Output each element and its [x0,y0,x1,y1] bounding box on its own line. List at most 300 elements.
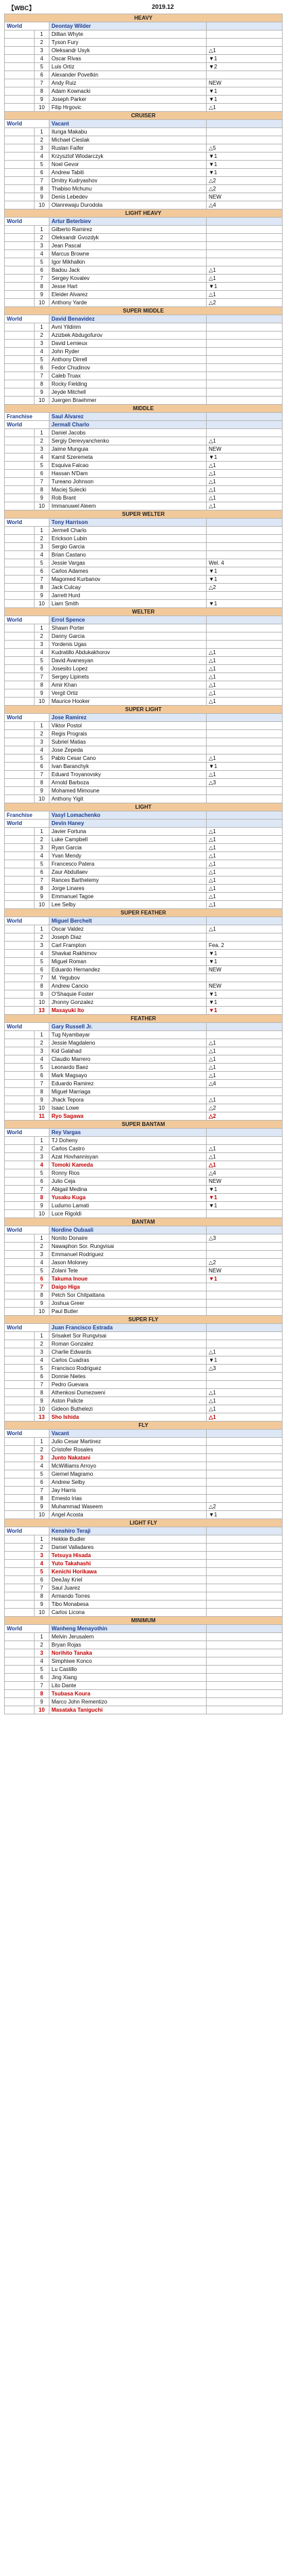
boxer-name: Rances Barthelemy [49,877,207,885]
row-spacer [5,478,35,486]
rank-movement [207,1609,283,1617]
ranking-row [5,1031,283,1039]
row-spacer [5,1462,35,1470]
rank-movement: △1 [207,771,283,779]
rank-number: 5 [35,63,49,71]
rank-number: 5 [35,1365,49,1373]
boxer-name: Anthony Yarde [49,299,207,307]
row-spacer [5,283,35,291]
ranking-row [5,763,283,771]
rank-movement: △1 [207,1389,283,1397]
ranking-row [5,1055,283,1064]
rank-number: 5 [35,462,49,470]
boxer-name: Pedro Guevara [49,1381,207,1389]
row-spacer [5,990,35,999]
rank-number: 8 [35,982,49,990]
row-spacer [5,250,35,258]
champion-note [207,616,283,624]
rank-movement: △4 [207,201,283,209]
division-header [5,1015,283,1023]
ranking-row [5,429,283,437]
champion-name: Rey Vargas [49,1129,207,1137]
rank-movement: △1 [207,275,283,283]
rank-number: 10 [35,201,49,209]
rank-number: 4 [35,1055,49,1064]
ranking-row [5,55,283,63]
row-spacer [5,836,35,844]
rank-movement [207,1666,283,1674]
ranking-row [5,836,283,844]
boxer-name: Jason Moloney [49,1259,207,1267]
division-header [5,1121,283,1129]
rank-number: 2 [35,1641,49,1649]
ranking-row [5,1373,283,1381]
champion-name: Deontay Wilder [49,22,207,31]
ranking-row [5,942,283,950]
boxer-name: Tureano Johnson [49,478,207,486]
ranking-row [5,559,283,567]
rank-movement [207,340,283,348]
rank-movement [207,1283,283,1291]
row-spacer [5,71,35,79]
boxer-name: Gilberto Ramirez [49,226,207,234]
rank-number: 6 [35,266,49,275]
row-spacer [5,445,35,454]
rank-number: 1 [35,828,49,836]
row-spacer [5,567,35,576]
rank-movement: △1 [207,266,283,275]
boxer-name: Tetsuya Hisada [49,1552,207,1560]
rank-number: 10 [35,901,49,909]
rank-movement: △3 [207,779,283,787]
ranking-row [5,1096,283,1104]
champion-title: World [5,820,49,828]
rank-number: 7 [35,177,49,185]
ranking-row [5,657,283,665]
rank-number: 3 [35,47,49,55]
boxer-name: Rob Brant [49,494,207,502]
rank-number: 7 [35,79,49,87]
rank-number: 8 [35,1389,49,1397]
rank-movement [207,1535,283,1544]
ranking-row [5,79,283,87]
rank-number: 10 [35,299,49,307]
ranking-row [5,1438,283,1446]
rank-movement [207,1706,283,1714]
ranking-row [5,1381,283,1389]
ranking-row [5,543,283,551]
rank-movement: △2 [207,1259,283,1267]
champion-title: World [5,1324,49,1332]
champion-row [5,1430,283,1438]
ranking-row [5,1706,283,1714]
rank-number: 7 [35,1682,49,1690]
rank-number: 10 [35,104,49,112]
row-spacer [5,242,35,250]
boxer-name: Sergiy Derevyanchenko [49,437,207,445]
boxer-name: Andrew Tabiti [49,169,207,177]
boxer-name: Jeyde Mitchell [49,388,207,397]
ranking-row [5,1535,283,1544]
ranking-row [5,486,283,494]
rank-number: 6 [35,868,49,877]
row-spacer [5,1178,35,1186]
boxer-name: Ilunga Makabu [49,128,207,136]
rank-number: 2 [35,1243,49,1251]
row-spacer [5,79,35,87]
boxer-name: Emmanuel Tagoe [49,893,207,901]
ranking-row [5,275,283,283]
rank-number: 8 [35,1291,49,1300]
ranking-date: 2019.12 [152,3,174,10]
rank-number: 7 [35,1186,49,1194]
rank-number: 4 [35,454,49,462]
row-spacer [5,1657,35,1666]
ranking-row [5,1503,283,1511]
ranking-row [5,397,283,405]
boxer-name: Carlos Adames [49,567,207,576]
row-spacer [5,958,35,966]
row-spacer [5,1405,35,1413]
row-spacer [5,63,35,71]
boxer-name: Carlos Castro [49,1145,207,1153]
rank-movement [207,31,283,39]
row-spacer [5,340,35,348]
champion-title: World [5,421,49,429]
rank-number: 5 [35,161,49,169]
ranking-row [5,1178,283,1186]
boxer-name: Yordenis Ugas [49,641,207,649]
rank-movement: △1 [207,828,283,836]
rank-number: 5 [35,258,49,266]
row-spacer [5,1495,35,1503]
rank-number: 4 [35,153,49,161]
rank-number: 4 [35,551,49,559]
boxer-name: Eduardo Ramirez [49,1080,207,1088]
rank-number: 10 [35,397,49,405]
champion-row [5,1226,283,1234]
rank-movement [207,1560,283,1568]
rank-number: 10 [35,1210,49,1218]
rank-number: 7 [35,1080,49,1088]
row-spacer [5,1047,35,1055]
boxer-name: Sergey Kovalev [49,275,207,283]
champion-row [5,120,283,128]
row-spacer [5,1169,35,1178]
ranking-row [5,754,283,763]
row-spacer [5,1096,35,1104]
row-spacer [5,136,35,144]
boxer-name: Nonito Donaire [49,1234,207,1243]
ranking-row [5,893,283,901]
ranking-row [5,1633,283,1641]
boxer-name: Maurice Hooker [49,698,207,706]
rank-movement: △1 [207,1413,283,1422]
boxer-name: Luke Campbell [49,836,207,844]
ranking-row [5,161,283,169]
champion-title: World [5,616,49,624]
rank-number: 1 [35,1535,49,1544]
rank-movement [207,71,283,79]
rank-movement: △1 [207,1039,283,1047]
division-name: FLY [5,1422,283,1430]
rank-number: 4 [35,1161,49,1169]
ranking-row [5,291,283,299]
boxer-name: Gideon Buthelezi [49,1405,207,1413]
boxer-name: Noel Gevor [49,161,207,169]
ranking-row [5,1544,283,1552]
ranking-row [5,1291,283,1300]
rank-movement: △1 [207,1096,283,1104]
rank-number: 5 [35,860,49,868]
rank-movement [207,746,283,754]
rank-movement: ▼1 [207,990,283,999]
division-name: WELTER [5,608,283,616]
champion-row [5,714,283,722]
row-spacer [5,689,35,698]
rank-number: 4 [35,55,49,63]
rank-number: 4 [35,649,49,657]
rank-movement: △2 [207,177,283,185]
rank-movement: △1 [207,291,283,299]
ranking-row [5,860,283,868]
boxer-name: Rocky Fielding [49,380,207,388]
division-header [5,1316,283,1324]
ranking-row [5,104,283,112]
champion-row [5,820,283,828]
rank-movement: △2 [207,1112,283,1121]
champion-note [207,1625,283,1633]
rank-number: 7 [35,576,49,584]
boxer-name: Anthony Yigit [49,795,207,803]
ranking-row [5,1389,283,1397]
row-spacer [5,1649,35,1657]
row-spacer [5,1674,35,1682]
rank-movement: △3 [207,1234,283,1243]
row-spacer [5,746,35,754]
rank-number: 8 [35,283,49,291]
rank-number: 11 [35,1112,49,1121]
rank-number: 7 [35,974,49,982]
rank-number: 10 [35,1511,49,1519]
champion-title: World [5,315,49,323]
boxer-name: Carlos Cuadras [49,1356,207,1365]
boxer-name: Luis Ortiz [49,63,207,71]
rank-movement [207,1308,283,1316]
ranking-row [5,299,283,307]
boxer-name: Francisco Rodriguez [49,1365,207,1373]
rank-number: 4 [35,1356,49,1365]
rank-number: 6 [35,763,49,771]
rankings-table [4,14,283,1714]
rank-movement: △1 [207,665,283,673]
ranking-row [5,746,283,754]
rank-movement [207,1674,283,1682]
rank-number: 2 [35,1544,49,1552]
boxer-name: Olanrewaju Durodola [49,201,207,209]
row-spacer [5,1470,35,1478]
rank-number: 1 [35,1633,49,1641]
boxer-name: Charlie Edwards [49,1348,207,1356]
champion-note [207,421,283,429]
rank-number: 4 [35,852,49,860]
rank-movement [207,1495,283,1503]
ranking-row [5,1462,283,1470]
rank-movement: △1 [207,901,283,909]
ranking-row [5,331,283,340]
boxer-name: DeeJay Kriel [49,1576,207,1584]
boxer-name: Giemel Magramo [49,1470,207,1478]
row-spacer [5,1365,35,1373]
ranking-row [5,1478,283,1487]
champion-row [5,1625,283,1633]
rank-movement [207,1373,283,1381]
boxer-name: Arnold Barboza [49,779,207,787]
boxer-name: Avni Yildirim [49,323,207,331]
rank-movement [207,624,283,632]
ranking-row [5,31,283,39]
row-spacer [5,632,35,641]
rank-movement: △1 [207,877,283,885]
division-name: SUPER LIGHT [5,706,283,714]
division-header [5,112,283,120]
rank-movement: NEW [207,1267,283,1275]
ranking-row [5,144,283,153]
ranking-row [5,771,283,779]
row-spacer [5,754,35,763]
rank-movement: △1 [207,502,283,510]
champion-note [207,1226,283,1234]
rank-movement: NEW [207,1178,283,1186]
rank-movement [207,348,283,356]
row-spacer [5,559,35,567]
champion-name: Nordine Oubaali [49,1226,207,1234]
boxer-name: Isaac Lowe [49,1104,207,1112]
rank-number: 1 [35,527,49,535]
boxer-name: David Lemieux [49,340,207,348]
rank-movement [207,641,283,649]
rank-movement: △2 [207,584,283,592]
champion-name: Kenshiro Teraji [49,1527,207,1535]
ranking-row [5,340,283,348]
champion-title: Franchise [5,413,49,421]
row-spacer [5,860,35,868]
ranking-row [5,1340,283,1348]
rank-number: 9 [35,990,49,999]
champion-note [207,1527,283,1535]
champion-note [207,1129,283,1137]
boxer-name: Saul Juarez [49,1584,207,1592]
boxer-name: Tyson Fury [49,39,207,47]
rank-movement [207,535,283,543]
rank-number: 5 [35,1064,49,1072]
ranking-row [5,1674,283,1682]
rank-movement: △1 [207,689,283,698]
rank-number: 3 [35,543,49,551]
rank-number: 8 [35,885,49,893]
champion-row [5,1324,283,1332]
row-spacer [5,226,35,234]
boxer-name: Hassan N'Dam [49,470,207,478]
boxer-name: Masataka Taniguchi [49,1706,207,1714]
champion-name: Gary Russell Jr. [49,1023,207,1031]
rank-number: 8 [35,681,49,689]
rank-number: 7 [35,478,49,486]
rank-movement [207,364,283,372]
rank-number: 6 [35,1478,49,1487]
row-spacer [5,1666,35,1674]
ranking-row [5,226,283,234]
ranking-row [5,1657,283,1666]
rank-number: 8 [35,185,49,193]
rank-movement: NEW [207,193,283,201]
boxer-name: Vergil Ortiz [49,689,207,698]
division-name: FEATHER [5,1015,283,1023]
ranking-row [5,551,283,559]
rank-movement [207,933,283,942]
rank-number: 1 [35,1332,49,1340]
champion-row [5,811,283,820]
ranking-row [5,1275,283,1283]
rank-movement: △1 [207,698,283,706]
champion-note [207,820,283,828]
boxer-name: Daniel Jacobs [49,429,207,437]
rank-number: 2 [35,331,49,340]
rank-movement: ▼1 [207,55,283,63]
boxer-name: Ryo Sagawa [49,1112,207,1121]
ranking-row [5,1690,283,1698]
rank-movement [207,730,283,738]
boxer-name: Angel Acosta [49,1511,207,1519]
ranking-row [5,470,283,478]
boxer-name: Joshua Greer [49,1300,207,1308]
ranking-row [5,649,283,657]
row-spacer [5,1039,35,1047]
rank-movement: ▼1 [207,87,283,96]
rank-movement [207,1601,283,1609]
row-spacer [5,795,35,803]
boxer-name: Tsubasa Koura [49,1690,207,1698]
boxer-name: Oscar Rivas [49,55,207,63]
boxer-name: Alexander Povetkin [49,71,207,79]
ranking-row [5,364,283,372]
rank-movement: ▼1 [207,600,283,608]
ranking-row [5,1698,283,1706]
row-spacer [5,1210,35,1218]
rank-number: 2 [35,1446,49,1454]
row-spacer [5,169,35,177]
row-spacer [5,787,35,795]
rank-movement [207,632,283,641]
row-spacer [5,1340,35,1348]
rank-number: 3 [35,445,49,454]
rank-number: 8 [35,1690,49,1698]
boxer-name: Thabiso Mchunu [49,185,207,193]
rank-movement: △1 [207,437,283,445]
row-spacer [5,584,35,592]
boxer-name: Ludumo Lamati [49,1202,207,1210]
ranking-row [5,388,283,397]
boxer-name: Mohamed Mimoune [49,787,207,795]
champion-note [207,218,283,226]
champion-name: David Benavidez [49,315,207,323]
rank-number: 4 [35,950,49,958]
rank-number: 7 [35,275,49,283]
rank-movement: ▼1 [207,1202,283,1210]
rank-movement [207,356,283,364]
champion-note [207,315,283,323]
rank-number: 1 [35,624,49,632]
